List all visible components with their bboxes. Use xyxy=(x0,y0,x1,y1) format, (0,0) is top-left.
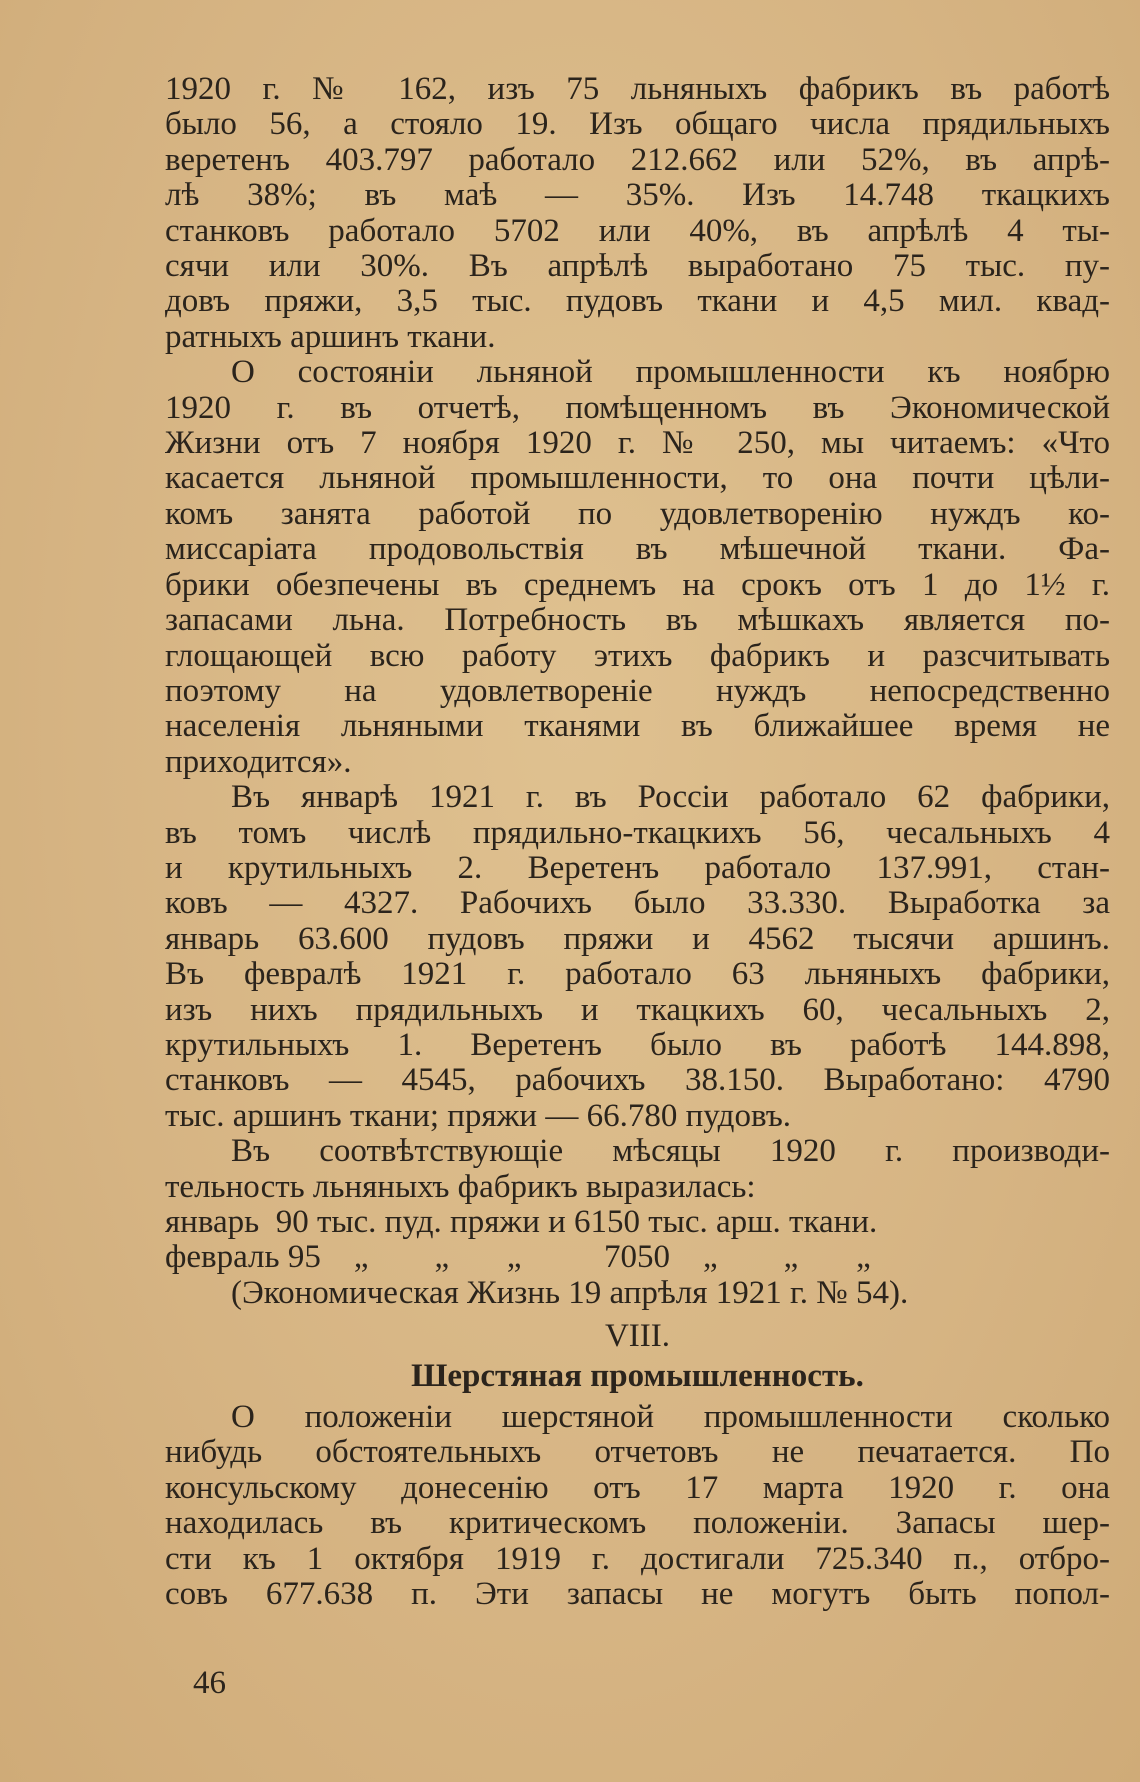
text-line: брики обезпечены въ среднемъ на срокъ отъ 1 до 1½ г. xyxy=(165,566,1110,603)
text-line: тельность льняныхъ фабрикъ выразилась: xyxy=(165,1168,756,1205)
text-line: находилась въ критическомъ положенiи. Запасы шер- xyxy=(165,1505,1110,1542)
table-cell-values: 95 „ „ „ 7050 „ „ „ xyxy=(279,1239,871,1276)
text-line: комъ занята работой по удовлетворенiю нуждъ ко- xyxy=(165,495,1110,532)
text-line: станковъ — 4545, рабочихъ 38.150. Выработано: 4790 xyxy=(165,1062,1110,1099)
text-line: тыс. аршинъ ткани; пряжи — 66.780 пудовъ. xyxy=(165,1097,792,1134)
table-cell-month: февраль xyxy=(165,1239,280,1276)
paragraph-linen-november xyxy=(165,355,1110,780)
text-line: миссарiата продовольствiя въ мѣшечной ткани. Фа- xyxy=(165,531,1110,568)
paragraph-productivity-1920 xyxy=(165,1134,1110,1205)
text-line: совъ 677.638 п. Эти запасы не могутъ быть попол- xyxy=(165,1576,1110,1613)
table-cell-values: 90 тыс. пуд. пряжи и 6150 тыс. арш. ткани. xyxy=(259,1204,878,1240)
text-line: глощающей всю работу этихъ фабрикъ и разсчитывать xyxy=(165,637,1110,674)
citation: (Экономическая Жизнь 19 апрѣля 1921 г. № 54). xyxy=(231,1274,909,1311)
text-line: Жизни отъ 7 ноября 1920 г. № 250, мы читаемъ: «Что xyxy=(165,425,1110,462)
text-line: Въ январѣ 1921 г. въ Россiи работало 62 фабрики, xyxy=(231,779,1110,816)
text-line: лѣ 38%; въ маѣ — 35%. Изъ 14.748 ткацкихъ xyxy=(165,177,1110,214)
text-line: консульскому донесенiю отъ 17 марта 1920 г. она xyxy=(165,1469,1110,1506)
text-line: и крутильныхъ 2. Веретенъ работало 137.991, стан- xyxy=(165,849,1110,886)
text-line: въ томъ числѣ прядильно-ткацкихъ 56, чесальныхъ 4 xyxy=(165,814,1110,851)
text-line: приходится». xyxy=(165,743,352,780)
text-line: Въ февралѣ 1921 г. работало 63 льняныхъ фабрики, xyxy=(165,956,1110,993)
text-line: 1920 г. въ отчетѣ, помѣщенномъ въ Экономической xyxy=(165,389,1110,426)
text-line: сти къ 1 октября 1919 г. достигали 725.340 п., отбро- xyxy=(165,1540,1110,1577)
table-row xyxy=(165,1205,1110,1240)
paragraph-linen-1921 xyxy=(165,780,1110,1134)
text-line: ковъ — 4327. Рабочихъ было 33.330. Выработка за xyxy=(165,885,1110,922)
page-number: 46 xyxy=(193,1665,226,1701)
section-number: VIII. xyxy=(604,1318,671,1355)
text-line: крутильныхъ 1. Веретенъ было въ работѣ 144.898, xyxy=(165,1026,1110,1063)
text-line: поэтому на удовлетворенiе нуждъ непосредственно xyxy=(165,672,1110,709)
text-line: О состоянiи льняной промышленности къ ноябрю xyxy=(231,354,1110,391)
text-line: январь 63.600 пудовъ пряжи и 4562 тысячи аршинъ. xyxy=(165,920,1110,957)
production-table xyxy=(165,1205,1110,1276)
page-body xyxy=(165,72,1110,1612)
text-line: веретенъ 403.797 работало 212.662 или 52%, въ апрѣ- xyxy=(165,141,1110,178)
text-line: Въ соотвѣтствующiе мѣсяцы 1920 г. производи- xyxy=(231,1133,1110,1170)
text-line: довъ пряжи, 3,5 тыс. пудовъ ткани и 4,5 мил. квад- xyxy=(165,283,1110,320)
text-line: нибудь обстоятельныхъ отчетовъ не печатается. По xyxy=(165,1434,1110,1471)
text-line: было 56, а стояло 19. Изъ общаго числа прядильныхъ xyxy=(165,106,1110,143)
table-row xyxy=(165,1240,1110,1275)
table-cell-month: январь xyxy=(165,1204,260,1240)
paragraph-linen-1920 xyxy=(165,72,1110,355)
text-line: О положенiи шерстяной промышленности сколько xyxy=(231,1399,1110,1436)
text-line: сячи или 30%. Въ апрѣлѣ выработано 75 тыс. пу- xyxy=(165,248,1110,285)
text-line: запасами льна. Потребность въ мѣшкахъ является по- xyxy=(165,602,1110,639)
text-line: изъ нихъ прядильныхъ и ткацкихъ 60, чесальныхъ 2, xyxy=(165,991,1110,1028)
section-title: Шерстяная промышленность. xyxy=(411,1357,864,1394)
text-line: населенiя льняными тканями въ ближайшее время не xyxy=(165,708,1110,745)
text-line: ратныхъ аршинъ ткани. xyxy=(165,318,496,355)
text-line: касается льняной промышленности, то она почти цѣли- xyxy=(165,460,1110,497)
text-line: станковъ работало 5702 или 40%, въ апрѣлѣ 4 ты- xyxy=(165,212,1110,249)
text-line: 1920 г. № 162, изъ 75 льняныхъ фабрикъ въ работѣ xyxy=(165,71,1110,107)
paragraph-wool xyxy=(165,1400,1110,1612)
